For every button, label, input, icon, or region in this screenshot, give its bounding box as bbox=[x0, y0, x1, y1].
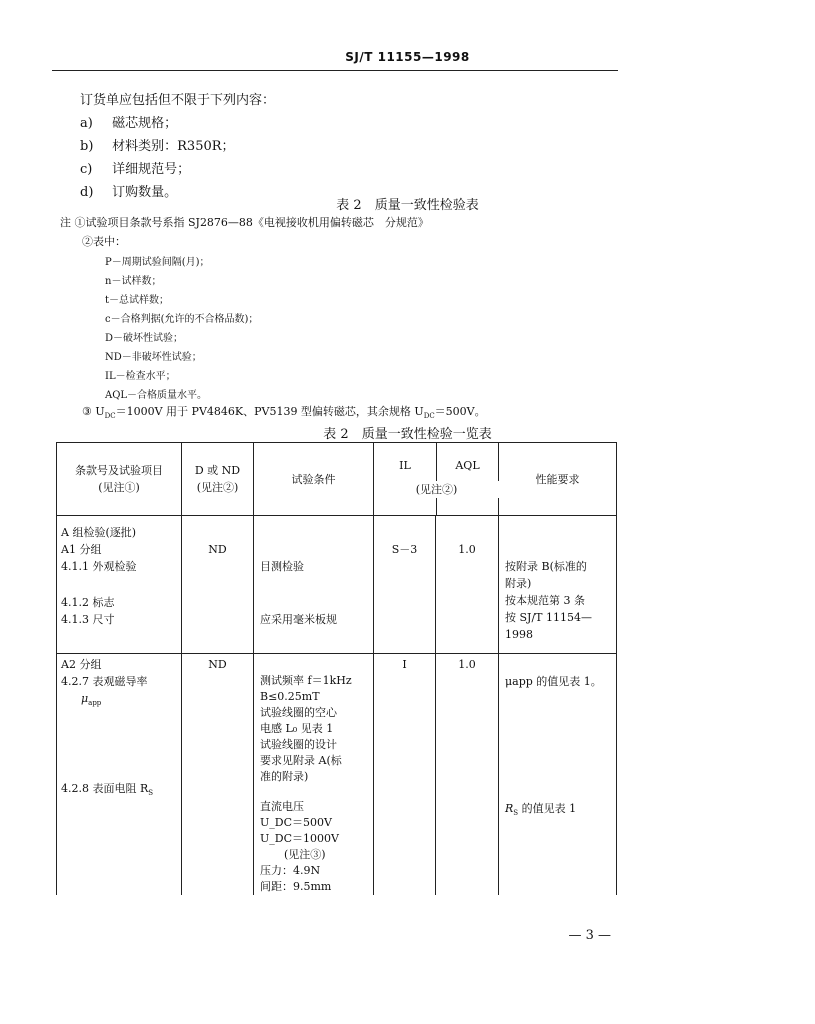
header-item-l2: (见注①) bbox=[98, 481, 140, 494]
table-row bbox=[57, 516, 617, 654]
cond-line: 测试频率 f＝1kHz bbox=[260, 674, 352, 687]
group-a1-items bbox=[57, 516, 182, 654]
def-d: D－破坏性试验； bbox=[105, 333, 184, 344]
item-text: 材料类别：R350R； bbox=[112, 139, 235, 154]
item-label: d) bbox=[80, 185, 94, 200]
note-3-sub: DC bbox=[423, 412, 435, 421]
group-a1-sub: A1 分组 bbox=[61, 543, 102, 556]
cond2-line: U_DC＝1000V bbox=[260, 832, 339, 845]
item-text: 详细规范号； bbox=[112, 162, 191, 177]
def-t: t－总试样数； bbox=[105, 295, 170, 306]
item-4-2-8 bbox=[61, 780, 181, 802]
item-text: 磁芯规格； bbox=[112, 116, 178, 131]
req-appendix-b-l2: 附录) bbox=[505, 577, 532, 590]
group-a-title: A 组检验(逐批) bbox=[61, 526, 137, 539]
cond-line: 电感 L₀ 见表 1 bbox=[260, 722, 334, 735]
def-p: P－周期试验间隔(月)； bbox=[105, 257, 210, 268]
dnd-value: ND bbox=[208, 658, 227, 671]
mu-sub: app bbox=[88, 699, 102, 708]
group-a2-aql bbox=[436, 654, 499, 896]
aql-value: 1.0 bbox=[458, 658, 476, 671]
header-aql: AQL bbox=[455, 459, 480, 472]
table-title: 表 2 质量一致性检验表 bbox=[336, 198, 479, 213]
mu-app-symbol bbox=[61, 690, 181, 712]
page-number: — 3 — bbox=[568, 928, 611, 943]
quality-inspection-table bbox=[56, 442, 617, 895]
header-dnd-l1: D 或 ND bbox=[194, 464, 241, 477]
header-rule bbox=[52, 70, 618, 71]
table-caption: 表 2 质量一致性检验一览表 bbox=[323, 427, 492, 442]
cond2-line: 间距：9.5mm bbox=[260, 880, 332, 893]
note-3-part: ③ U bbox=[82, 405, 105, 418]
cond-line: 要求见附录 A(标 bbox=[260, 754, 342, 767]
cond2-line: (见注③) bbox=[284, 848, 326, 861]
document-code-header: SJ/T 11155—1998 bbox=[345, 50, 470, 64]
req-appendix-b-l1: 按附录 B(标准的 bbox=[505, 560, 587, 573]
req-rs-text: 的值见表 1 bbox=[518, 802, 577, 815]
header-dnd-l2: (见注②) bbox=[196, 481, 239, 494]
il-value: I bbox=[402, 658, 407, 671]
table-header-row bbox=[57, 443, 617, 516]
il-value: S－3 bbox=[391, 543, 418, 556]
group-a2-sub: A2 分组 bbox=[61, 658, 102, 671]
il-aql-divider bbox=[436, 443, 437, 515]
mu-symbol: μ bbox=[81, 692, 89, 705]
item-4-1-3: 4.1.3 尺寸 bbox=[61, 613, 115, 626]
def-nd: ND－非破坏性试验； bbox=[105, 352, 202, 363]
req-rs-sub: S bbox=[513, 809, 519, 818]
cond-line: B≤0.25mT bbox=[260, 690, 320, 703]
def-c: c－合格判据(允许的不合格品数)； bbox=[105, 314, 259, 325]
order-item-c bbox=[80, 158, 190, 177]
item-label: a) bbox=[80, 116, 93, 131]
note-3-part: ＝500V。 bbox=[434, 405, 486, 418]
group-a1-il bbox=[374, 516, 436, 654]
req-standard: 按 SJ/T 11154—1998 bbox=[505, 611, 592, 641]
group-a2-items bbox=[57, 654, 182, 896]
group-a1-dnd bbox=[182, 516, 254, 654]
cond-line: 试验线圈的空心 bbox=[260, 706, 337, 719]
cond-gauge: 应采用毫米板规 bbox=[260, 613, 337, 626]
header-il-aql bbox=[374, 443, 499, 516]
header-item bbox=[57, 443, 182, 516]
header-dnd bbox=[182, 443, 254, 516]
order-intro: 订货单应包括但不限于下列内容： bbox=[80, 93, 276, 108]
def-n: n－试样数； bbox=[105, 276, 162, 287]
group-a1-conditions bbox=[254, 516, 374, 654]
group-a2-dnd bbox=[182, 654, 254, 896]
dnd-value: ND bbox=[208, 543, 227, 556]
header-conditions: 试验条件 bbox=[254, 443, 374, 516]
req-rs-symbol: R bbox=[505, 802, 514, 815]
order-item-b bbox=[80, 135, 235, 154]
item-4-1-2: 4.1.2 标志 bbox=[61, 596, 115, 609]
aql-value: 1.0 bbox=[458, 543, 476, 556]
cond-visual: 目测检验 bbox=[260, 560, 304, 573]
order-item-a bbox=[80, 112, 177, 131]
cond2-line: 直流电压 bbox=[260, 800, 304, 813]
item-4-2-8-sub: S bbox=[148, 789, 154, 798]
cond-line: 试验线圈的设计 bbox=[260, 738, 337, 751]
item-4-2-7: 4.2.7 表观磁导率 bbox=[61, 675, 148, 688]
item-4-2-8-text: 4.2.8 表面电阻 R bbox=[61, 782, 149, 796]
header-il: IL bbox=[399, 459, 411, 472]
header-item-l1: 条款号及试验项目 bbox=[75, 464, 163, 477]
req-clause-3: 按本规范第 3 条 bbox=[505, 594, 585, 607]
def-aql: AQL－合格质量水平。 bbox=[105, 390, 208, 401]
req-mu-app: μapp 的值见表 1。 bbox=[505, 675, 602, 688]
table-row bbox=[57, 654, 617, 896]
item-label: b) bbox=[80, 139, 94, 154]
group-a2-conditions bbox=[254, 654, 374, 896]
group-a1-requirements bbox=[499, 516, 617, 654]
note-3-sub: DC bbox=[104, 412, 116, 421]
note-3-part: ＝1000V 用于 PV4846K、PV5139 型偏转磁芯，其余规格 U bbox=[115, 405, 424, 418]
cond2-line: 压力：4.9N bbox=[260, 864, 321, 877]
note-2-head: ②表中： bbox=[82, 235, 126, 248]
note-3 bbox=[82, 403, 486, 420]
group-a2-il bbox=[374, 654, 436, 896]
cond-line: 准的附录) bbox=[260, 770, 309, 783]
req-rs bbox=[505, 800, 616, 822]
group-a1-aql bbox=[436, 516, 499, 654]
note-1: 注 ①试验项目条款号系指 SJ2876—88《电视接收机用偏转磁芯 分规范》 bbox=[60, 216, 429, 229]
cond2-line: U_DC＝500V bbox=[260, 816, 332, 829]
header-il-aql-note: (见注②) bbox=[374, 481, 499, 498]
group-a2-requirements bbox=[499, 654, 617, 896]
item-4-1-1: 4.1.1 外观检验 bbox=[61, 560, 137, 573]
header-requirements: 性能要求 bbox=[499, 443, 617, 516]
def-il: IL－检查水平； bbox=[105, 371, 176, 382]
item-text: 订购数量。 bbox=[112, 185, 178, 200]
item-label: c) bbox=[80, 162, 93, 177]
